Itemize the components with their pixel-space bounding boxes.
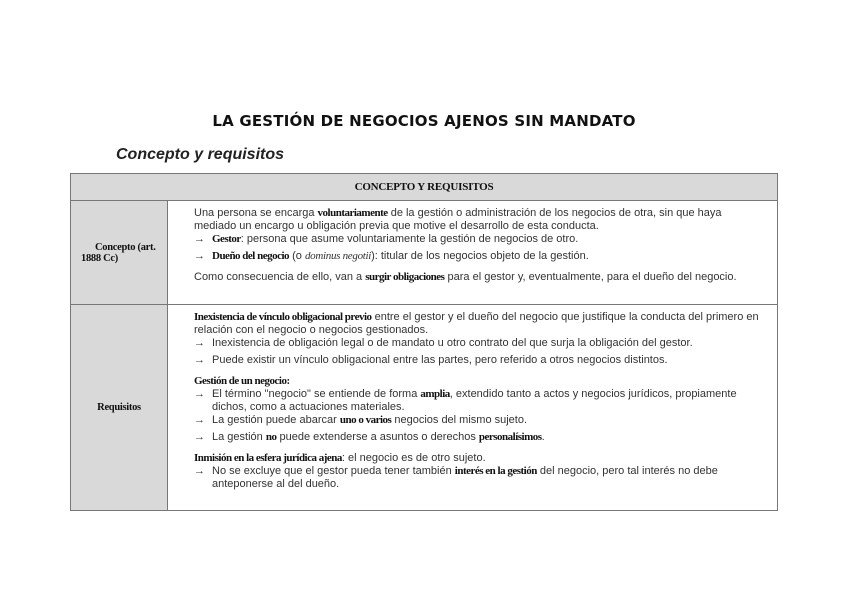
arrow-icon: → bbox=[194, 414, 205, 426]
concepto-row bbox=[71, 201, 778, 305]
bold-term: Inmisión en la esfera jurídica ajena bbox=[194, 452, 342, 464]
text-run: para el gestor y, eventualmente, para el dueño del negocio. bbox=[444, 271, 737, 283]
concepto-content bbox=[168, 201, 778, 305]
list-item bbox=[194, 233, 763, 246]
bold-term: voluntariamente bbox=[317, 207, 388, 219]
list-item bbox=[194, 465, 763, 491]
bold-term: interés en la gestión bbox=[454, 465, 537, 477]
requisitos-row bbox=[71, 305, 778, 511]
requisito-2-title: Gestión de un negocio: bbox=[194, 375, 290, 387]
bold-term: personalísimos bbox=[478, 431, 542, 443]
text-run: Una persona se encarga bbox=[194, 207, 318, 219]
italic-term: dominus negotii bbox=[304, 250, 372, 262]
text-run: negocios del mismo sujeto. bbox=[391, 414, 528, 426]
text-run: de la gestión o administración de los negocios de otra, sin que haya mediado un encargo u obligación previa que motive el desarrollo de esta conducta. bbox=[194, 207, 722, 232]
text-run: entre el gestor y el dueño del negocio que justifique la conducta del primero en relación con el negocio o negocios gestionados. bbox=[194, 311, 759, 336]
text-run: Inexistencia de obligación legal o de mandato u otro contrato del que surja la obligación del gestor. bbox=[212, 337, 693, 349]
list-item bbox=[194, 337, 763, 350]
concepto-paragraph-2 bbox=[194, 271, 763, 284]
requisitos-content bbox=[168, 305, 778, 511]
text-run: : el negocio es de otro sujeto. bbox=[341, 452, 486, 464]
bold-term: Inexistencia de vínculo obligacional previo bbox=[194, 311, 372, 323]
text-run: puede extenderse a asuntos o derechos bbox=[276, 431, 479, 443]
arrow-icon: → bbox=[194, 431, 205, 443]
text-run: La gestión puede abarcar bbox=[212, 414, 340, 426]
requisito-1 bbox=[194, 311, 763, 337]
text-run: , extendido tanto a actos y negocios jurídicos, propiamente dichos, como a actuaciones materiales. bbox=[212, 388, 737, 413]
concept-table bbox=[70, 173, 778, 511]
text-run: El término "negocio" se entiende de forma bbox=[212, 388, 421, 400]
list-item bbox=[194, 414, 763, 427]
concepto-label-line1: Concepto (art. bbox=[95, 241, 156, 253]
bold-term: Gestor bbox=[212, 233, 241, 245]
list-item bbox=[194, 354, 763, 367]
text-run: . bbox=[541, 431, 545, 443]
bold-term: uno o varios bbox=[339, 414, 392, 426]
arrow-icon: → bbox=[194, 233, 205, 245]
text-run: Puede existir un vínculo obligacional entre las partes, pero referido a otros negocios distintos. bbox=[212, 354, 668, 366]
text-run: ): titular de los negocios objeto de la gestión. bbox=[371, 250, 589, 262]
concepto-paragraph-1 bbox=[194, 207, 763, 233]
section-subtitle: Concepto y requisitos bbox=[116, 146, 285, 163]
page-title: LA GESTIÓN DE NEGOCIOS AJENOS SIN MANDATO bbox=[212, 112, 636, 130]
arrow-icon: → bbox=[194, 250, 205, 262]
concepto-label-line2: 1888 Cc) bbox=[81, 252, 118, 264]
text-run: (o bbox=[289, 250, 305, 262]
bold-term: Dueño del negocio bbox=[212, 250, 290, 262]
requisitos-label: Requisitos bbox=[71, 305, 168, 511]
concepto-label bbox=[71, 201, 168, 305]
arrow-icon: → bbox=[194, 354, 205, 366]
text-run: No se excluye que el gestor pueda tener también bbox=[212, 465, 455, 477]
text-run: del negocio, pero tal interés no debe anteponerse al del dueño. bbox=[212, 465, 718, 490]
table-header: CONCEPTO Y REQUISITOS bbox=[71, 174, 778, 201]
arrow-icon: → bbox=[194, 465, 205, 477]
bold-term: no bbox=[265, 431, 277, 443]
list-item bbox=[194, 388, 763, 414]
arrow-icon: → bbox=[194, 388, 205, 400]
arrow-icon: → bbox=[194, 337, 205, 349]
list-item bbox=[194, 250, 763, 263]
list-item bbox=[194, 431, 763, 444]
bold-term: surgir obligaciones bbox=[365, 271, 445, 283]
requisito-3 bbox=[194, 452, 763, 465]
text-run: La gestión bbox=[212, 431, 266, 443]
text-run: : persona que asume voluntariamente la gestión de negocios de otro. bbox=[240, 233, 579, 245]
text-run: Como consecuencia de ello, van a bbox=[194, 271, 366, 283]
bold-term: amplia bbox=[420, 388, 450, 400]
